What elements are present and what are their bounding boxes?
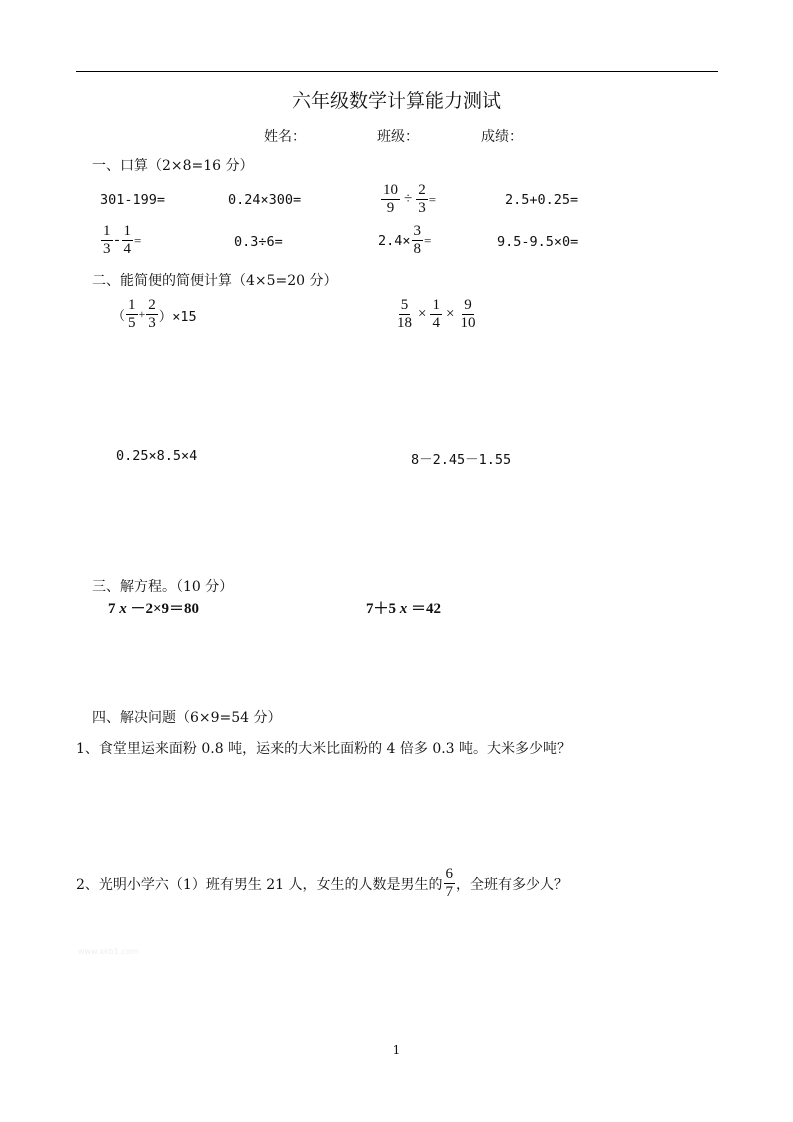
- fraction: [395, 297, 414, 332]
- oral-item-b: 0.24×300=: [228, 192, 302, 208]
- fraction: [126, 297, 138, 332]
- oral-item-a: 301-199=: [100, 192, 166, 208]
- operator: ×: [418, 306, 427, 322]
- section4-heading: 四、解决问题（6×9=54 分）: [92, 710, 282, 726]
- fraction: [122, 223, 134, 258]
- denominator: 10: [460, 315, 476, 331]
- fraction: [146, 297, 158, 332]
- numerator: 5: [400, 297, 409, 313]
- page-number: 1: [392, 1043, 401, 1057]
- denominator: 18: [397, 315, 412, 331]
- denominator: 8: [413, 241, 422, 257]
- simplify-q2: [394, 297, 478, 332]
- score-label: 成绩：: [481, 129, 523, 145]
- numerator: 1: [432, 297, 440, 313]
- equals: =: [424, 232, 432, 248]
- fraction: [430, 297, 442, 332]
- equals: =: [134, 232, 142, 248]
- denominator: 7: [445, 884, 454, 900]
- numerator: 1: [123, 223, 131, 239]
- denominator: 3: [148, 315, 156, 331]
- problem-2-text: 2、光明小学六（1）班有男生 21 人，女生的人数是男生的: [76, 876, 443, 893]
- problem-1: 1、食堂里运来面粉 0.8 吨，运来的大米比面粉的 4 倍多 0.3 吨。大米多少吨？: [76, 741, 572, 757]
- equation-1: [108, 597, 199, 618]
- oral-item-c: [380, 182, 436, 217]
- operator: ×: [445, 306, 455, 322]
- numerator: 1: [128, 297, 136, 313]
- class-label: 班级：: [377, 129, 419, 145]
- denominator: 5: [128, 315, 136, 331]
- section1-heading: 一、口算（2×8=16 分）: [92, 158, 254, 174]
- page-title: 六年级数学计算能力测试: [291, 90, 501, 112]
- oral-item-f: 0.3÷6=: [234, 234, 283, 250]
- eq-coefficient: 7＋5: [366, 601, 397, 617]
- numerator: 6: [445, 866, 454, 882]
- denominator: 4: [432, 315, 440, 331]
- operator: ÷: [404, 191, 413, 207]
- eq-variable: x: [399, 601, 408, 617]
- simplify-q1: [112, 297, 197, 332]
- numerator: 2: [418, 182, 426, 198]
- eq-rest: －2×9＝80: [130, 601, 200, 617]
- fraction: [458, 297, 477, 332]
- numerator: 1: [103, 223, 111, 239]
- equals: =: [428, 191, 437, 207]
- simplify-q4: 8－2.45－1.55: [411, 452, 512, 468]
- operator: -: [114, 232, 120, 248]
- equation-2: [366, 597, 441, 618]
- problem-2: [76, 866, 568, 901]
- oral-item-d: 2.5+0.25=: [505, 192, 579, 208]
- fraction: [381, 182, 400, 217]
- numerator: 9: [464, 297, 472, 313]
- fraction: [412, 223, 424, 258]
- open-paren: （: [112, 308, 126, 323]
- fraction: [444, 866, 456, 901]
- close-expr: ）×15: [158, 308, 197, 325]
- oral-item-g: [378, 223, 431, 258]
- header-rule: [76, 71, 718, 72]
- simplify-q3: 0.25×8.5×4: [116, 448, 198, 464]
- numerator: 10: [383, 182, 398, 198]
- numerator: 2: [148, 297, 156, 313]
- denominator: 3: [103, 241, 111, 257]
- fraction: [101, 223, 113, 258]
- eq-rest: ＝42: [411, 601, 442, 617]
- section2-heading: 二、能简便的简便计算（4×5=20 分）: [92, 273, 338, 289]
- oral-item-e: [100, 223, 141, 258]
- eq-coefficient: 7: [108, 601, 116, 617]
- problem-2-question: ，全班有多少人？: [456, 876, 569, 893]
- denominator: 9: [386, 200, 395, 216]
- fraction: [416, 182, 428, 217]
- denominator: 3: [418, 200, 426, 216]
- denominator: 4: [123, 241, 131, 257]
- section3-heading: 三、解方程。（10 分）: [92, 579, 234, 595]
- name-label: 姓名：: [264, 129, 306, 145]
- expr-prefix: 2.4×: [378, 232, 411, 249]
- operator: +: [138, 307, 146, 321]
- eq-variable: x: [119, 601, 127, 617]
- numerator: 3: [413, 223, 422, 239]
- watermark: www.xkb1.com: [78, 947, 139, 956]
- oral-item-h: 9.5-9.5×0=: [497, 234, 579, 250]
